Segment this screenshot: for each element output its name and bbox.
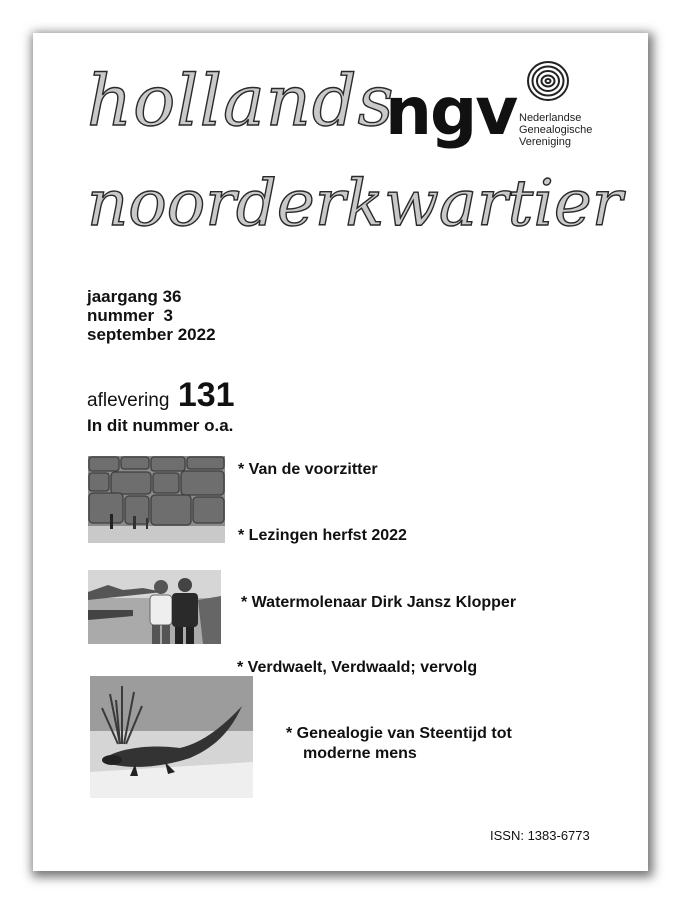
photo-prehistoric-creature <box>90 676 253 798</box>
item-van-de-voorzitter: * Van de voorzitter <box>238 461 378 478</box>
title-noorderkwartier: noorderkwartier <box>87 167 623 241</box>
issue-date: september 2022 <box>87 325 216 344</box>
title-hollands: hollands <box>87 60 395 142</box>
photo-two-men <box>88 570 221 644</box>
ngv-logo: ngv <box>385 73 517 150</box>
ngv-sub-line3: Vereniging <box>519 136 571 148</box>
magazine-cover <box>33 33 648 871</box>
nummer: nummer 3 <box>87 306 173 325</box>
item-watermolenaar: * Watermolenaar Dirk Jansz Klopper <box>241 594 517 611</box>
item-genealogie <box>286 724 512 764</box>
issn: ISSN: 1383-6773 <box>490 828 590 843</box>
photo-stone-wall <box>88 456 225 543</box>
item-genealogie-line1: * Genealogie van Steentijd tot <box>286 725 512 742</box>
fingerprint-icon <box>526 59 570 103</box>
in-dit-nummer: In dit nummer o.a. <box>87 416 234 435</box>
item-genealogie-line2: moderne mens <box>303 745 417 762</box>
item-lezingen-herfst: * Lezingen herfst 2022 <box>238 527 407 544</box>
ngv-sub-line1: Nederlandse <box>519 112 582 124</box>
item-verdwaelt: * Verdwaelt, Verdwaald; vervolg <box>237 659 478 676</box>
aflevering <box>87 376 235 415</box>
aflevering-number: 131 <box>177 376 235 414</box>
ngv-subtitle <box>519 112 592 148</box>
ngv-sub-line2: Genealogische <box>519 124 593 136</box>
jaargang: jaargang 36 <box>87 287 182 306</box>
aflevering-label: aflevering <box>87 390 170 411</box>
issue-meta <box>87 287 216 344</box>
